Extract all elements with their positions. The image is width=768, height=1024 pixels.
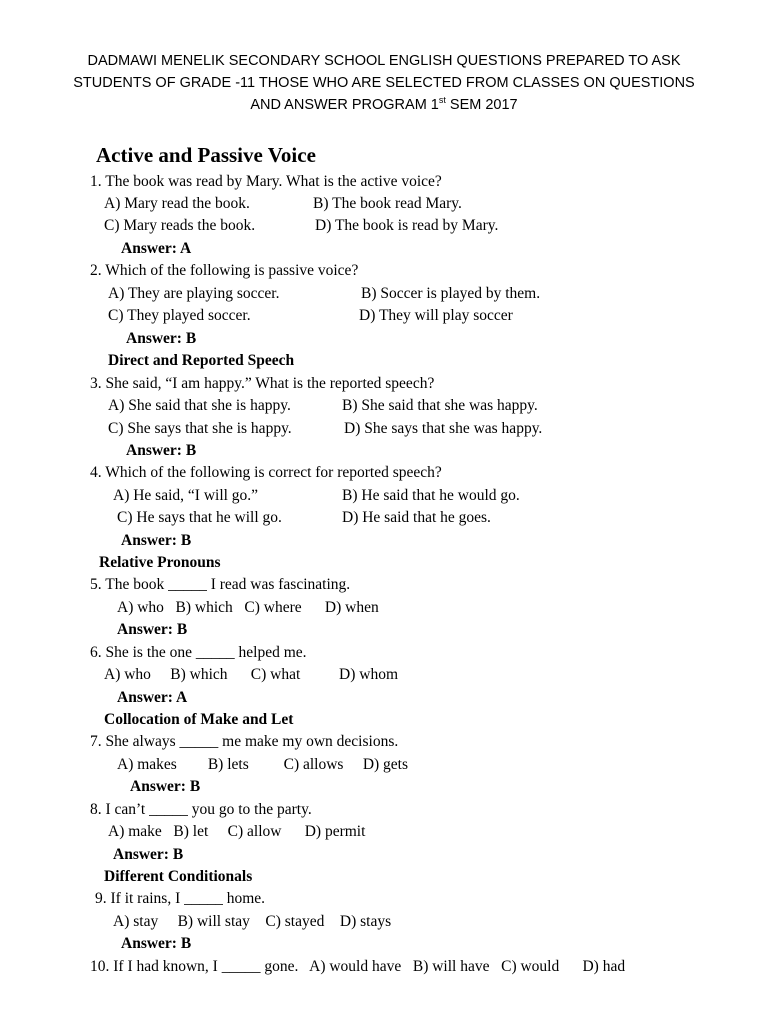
q3-option-c: C) She says that she is happy. [108,420,292,437]
q1-option-b: B) The book read Mary. [313,195,462,212]
q2-option-c: C) They played soccer. [108,307,251,324]
q6-options: A) who B) which C) what D) whom [104,666,399,683]
q1-option-d: D) The book is read by Mary. [315,217,499,234]
question-6: 6. She is the one _____ helped me. [90,644,307,661]
header-line-1: DADMAWI MENELIK SECONDARY SCHOOL ENGLISH QUESTIONS PREPARED TO ASK [87,53,681,69]
q5-options: A) who B) which C) where D) when [117,599,379,616]
q4-answer: Answer: B [121,532,192,549]
q8-options: A) make B) let C) allow D) permit [108,823,366,840]
question-2: 2. Which of the following is passive voice? [90,262,359,279]
q2-option-b: B) Soccer is played by them. [361,285,541,302]
q7-answer: Answer: B [130,778,201,795]
q1-option-c: C) Mary reads the book. [104,217,256,234]
q3-option-d: D) She says that she was happy. [344,420,543,437]
question-10: 10. If I had known, I _____ gone. A) would have B) will have C) would D) had [90,958,626,975]
q2-answer: Answer: B [126,330,197,347]
q3-option-a: A) She said that she is happy. [108,397,291,414]
section-heading-make-let: Collocation of Make and Let [104,711,294,728]
q2-option-a: A) They are playing soccer. [108,285,280,302]
q7-options: A) makes B) lets C) allows D) gets [117,756,409,773]
question-3: 3. She said, “I am happy.” What is the reported speech? [90,375,435,392]
q4-option-a: A) He said, “I will go.” [113,487,259,504]
q4-option-c: C) He says that he will go. [117,509,282,526]
question-5: 5. The book _____ I read was fascinating. [90,576,351,593]
q9-options: A) stay B) will stay C) stayed D) stays [113,913,392,930]
document-header [60,50,708,116]
question-1: 1. The book was read by Mary. What is the active voice? [90,173,442,190]
q6-answer: Answer: A [117,689,188,706]
section-heading-conditionals: Different Conditionals [104,868,253,885]
question-8: 8. I can’t _____ you go to the party. [90,801,312,818]
section-title-active-passive: Active and Passive Voice [96,143,316,167]
section-heading-reported-speech: Direct and Reported Speech [108,352,295,369]
q3-answer: Answer: B [126,442,197,459]
header-line-2: STUDENTS OF GRADE -11 THOSE WHO ARE SELECTED FROM CLASSES ON QUESTIONS [73,75,695,91]
q1-option-a: A) Mary read the book. [104,195,250,212]
q3-option-b: B) She said that she was happy. [342,397,538,414]
q4-option-b: B) He said that he would go. [342,487,520,504]
section-heading-relative-pronouns: Relative Pronouns [99,554,221,571]
q5-answer: Answer: B [117,621,188,638]
question-4: 4. Which of the following is correct for reported speech? [90,464,442,481]
question-7: 7. She always _____ me make my own decisions. [90,733,399,750]
question-9: 9. If it rains, I _____ home. [95,890,266,907]
q4-option-d: D) He said that he goes. [342,509,491,526]
header-line-3: AND ANSWER PROGRAM 1st SEM 2017 [250,95,518,113]
q9-answer: Answer: B [121,935,192,952]
q1-answer: Answer: A [121,240,192,257]
q2-option-d: D) They will play soccer [359,307,513,324]
q8-answer: Answer: B [113,846,184,863]
